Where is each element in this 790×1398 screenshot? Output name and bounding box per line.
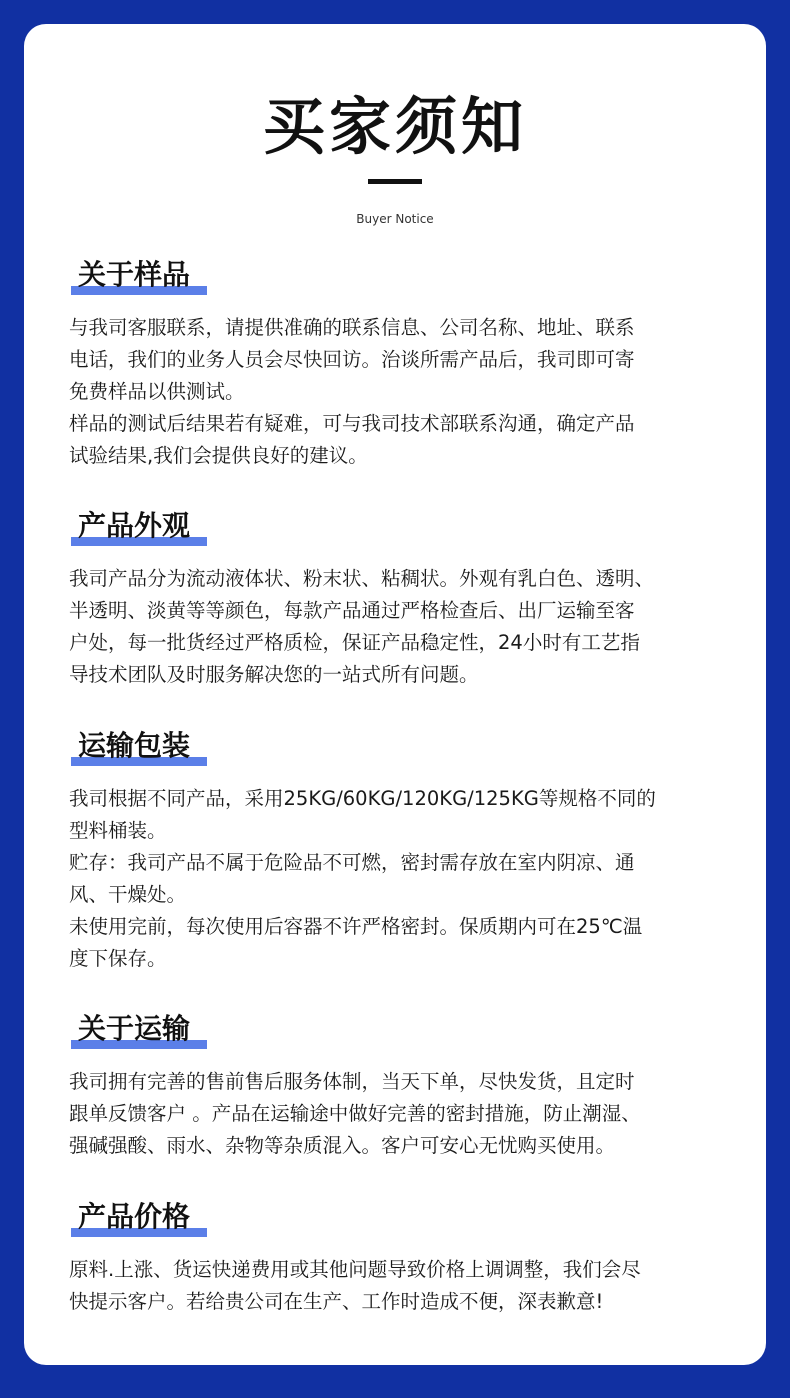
- section-line: 原料.上涨、货运快递费用或其他问题导致价格上调调整，我们会尽: [69, 1258, 641, 1281]
- section-line: 快提示客户。若给贵公司在生产、工作时造成不便，深表歉意!: [69, 1290, 604, 1313]
- notice-card: [24, 24, 766, 1365]
- section-line: 我司根据不同产品，采用25KG/60KG/120KG/125KG等规格不同的: [69, 787, 656, 810]
- section-line: 跟单反馈客户 。产品在运输途中做好完善的密封措施，防止潮湿、: [69, 1102, 641, 1125]
- section-pricing: [69, 1202, 734, 1318]
- section-heading-text: 运输包装: [78, 729, 191, 762]
- section-line: 强碱强酸、雨水、杂物等杂质混入。客户可安心无忧购买使用。: [69, 1134, 616, 1157]
- section-heading: [69, 260, 190, 300]
- section-heading-text: 产品价格: [78, 1200, 191, 1233]
- section-heading: [69, 1014, 190, 1054]
- section-appearance: [69, 511, 734, 691]
- section-heading-text: 产品外观: [78, 509, 191, 542]
- section-heading: [69, 511, 190, 551]
- section-line: 半透明、淡黄等等颜色，每款产品通过严格检查后、出厂运输至客: [69, 599, 635, 622]
- title-divider: [368, 179, 422, 184]
- section-line: 与我司客服联系，请提供准确的联系信息、公司名称、地址、联系: [69, 316, 635, 339]
- section-transport: [69, 1014, 734, 1162]
- section-line: 电话，我们的业务人员会尽快回访。治谈所需产品后，我司即可寄: [69, 348, 635, 371]
- section-line: 度下保存。: [69, 947, 167, 970]
- section-line: 导技术团队及时服务解决您的一站式所有问题。: [69, 663, 479, 686]
- section-line: 试验结果,我们会提供良好的建议。: [69, 444, 368, 467]
- page-title: 买家须知: [262, 90, 527, 163]
- section-heading: [69, 731, 190, 771]
- section-heading-text: 关于运输: [78, 1012, 191, 1045]
- section-samples: [69, 260, 734, 472]
- section-line: 户处，每一批货经过严格质检，保证产品稳定性，24小时有工艺指: [69, 631, 640, 654]
- section-line: 风、干燥处。: [69, 883, 187, 906]
- section-heading: [69, 1202, 190, 1242]
- section-line: 样品的测试后结果若有疑难，可与我司技术部联系沟通，确定产品: [69, 412, 635, 435]
- section-line: 未使用完前，每次使用后容器不许严格密封。保质期内可在25℃温: [69, 915, 643, 938]
- section-line: 型料桶装。: [69, 819, 167, 842]
- page-subtitle: Buyer Notice: [356, 212, 434, 226]
- section-heading-text: 关于样品: [78, 258, 191, 291]
- section-line: 贮存：我司产品不属于危险品不可燃，密封需存放在室内阴凉、通: [69, 851, 635, 874]
- section-line: 我司拥有完善的售前售后服务体制，当天下单，尽快发货，且定时: [69, 1070, 635, 1093]
- section-packaging: [69, 731, 734, 975]
- section-line: 免费样品以供测试。: [69, 380, 245, 403]
- section-line: 我司产品分为流动液体状、粉末状、粘稠状。外观有乳白色、透明、: [69, 567, 655, 590]
